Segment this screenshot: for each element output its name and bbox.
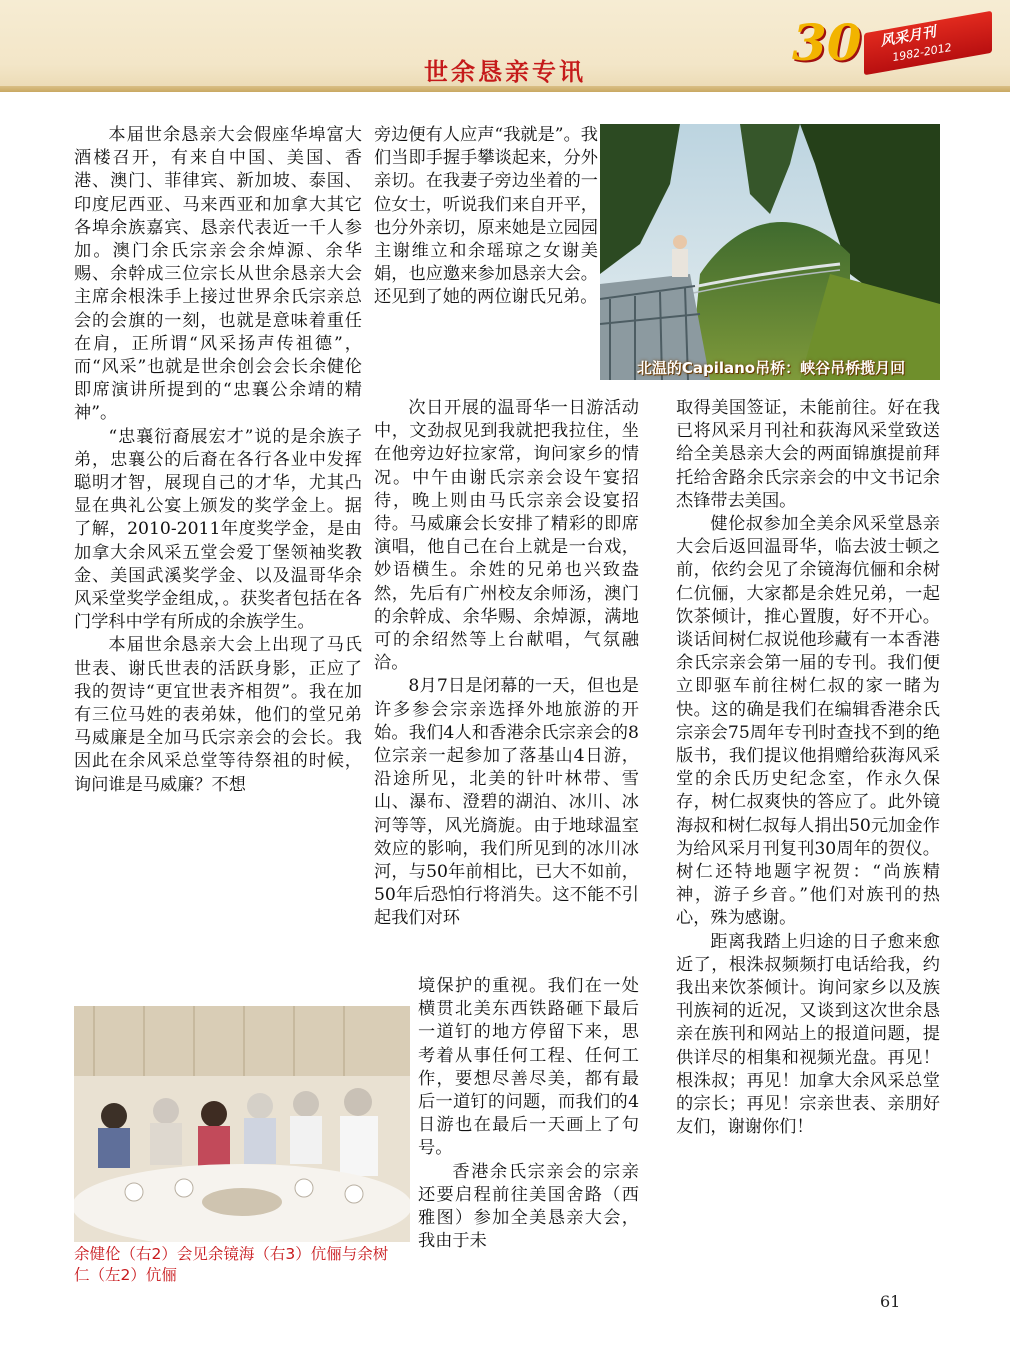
- page-header: [0, 0, 1010, 92]
- article-column-2-top: [374, 124, 598, 310]
- paragraph: 本届世余恳亲大会假座华埠富大酒楼召开，有来自中国、美国、香港、澳门、菲律宾、新加坡、泰国、印度尼西亚、马来西亚和加拿大其它各埠余族嘉宾、恳亲代表近一千人参加。澳门余氏宗亲会余焯源、余华赐、余幹成三位宗长从世余恳亲大会主席余根洙手上接过世界余氏宗亲总会的会旗的一刻，也就是意味着重任在肩，正所谓“风采扬声传祖德”，而“风采”也就是世余创会会长余健伦即席演讲所提到的“忠襄公余靖的精神”。: [74, 125, 362, 424]
- paragraph: “忠襄衍裔展宏才”说的是余族子弟，忠襄公的后裔在各行各业中发挥聪明才智，展现自己的才华，尤其凸显在典礼公宴上颁发的奖学金上。据了解，2010-2011年度奖学金，是由加拿大余风采五堂会爱丁堡领袖奖教金、美国武溪奖学金、以及温哥华余风采堂奖学金组成，。获奖者包括在各门学科中学有所成的余族学生。: [74, 426, 362, 633]
- page-number: 61: [880, 1292, 901, 1311]
- badge-number: 30: [792, 13, 862, 72]
- badge-magazine-name: 风采月刊: [879, 24, 938, 50]
- paragraph: 健伦叔参加全美余风采堂恳亲大会后返回温哥华，临去波士顿之前，依约会见了余镜海伉俪和余树仁伉俪，大家都是余姓兄弟，一起饮茶倾计，推心置腹，好不开心。谈话间树仁叔说他珍藏有一本香港余氏宗亲会第一届的专刊。我们便立即驱车前往树仁叔的家一睹为快。这的确是我们在编辑香港余氏宗亲会75周年专刊时查找不到的绝版书，我们提议他捐赠给荻海风采堂的余氏历史纪念室，作永久保存，树仁叔爽快的答应了。此外镜海叔和树仁叔每人捐出50元加金作为给风采月刊复刊30周年的贺仪。树仁还特地题字祝贺：“尚族精神，游子乡音。”他们对族刊的热心，殊为感谢。: [676, 514, 940, 929]
- paragraph: 境保护的重视。我们在一处横贯北美东西铁路砸下最后一道钉的地方停留下来，思考着从事任何工程、任何工作，要想尽善尽美，都有最后一道钉的问题，而我们的4日游也在最后一天画上了句号。: [418, 976, 639, 1159]
- paragraph: 8月7日是闭幕的一天，但也是许多参会宗亲选择外地旅游的开始。我们4人和香港余氏宗亲会的8位宗亲一起参加了落基山4日游，沿途所见，北美的针叶林带、雪山、瀑布、澄碧的湖泊、冰川、冰河等等，风光旖旎。由于地球温室效应的影响，我们所见到的冰川冰河，与50年前相比，已大不如前，50年后恐怕行将消失。这不能不引起我们对环: [374, 676, 639, 929]
- photo-illustration: [74, 1006, 410, 1242]
- anniversary-badge: [788, 14, 1000, 80]
- dinner-photo-caption: 余健伦（右2）会见余镜海（右3）伉俪与余树仁（左2）伉俪: [74, 1245, 389, 1284]
- capilano-bridge-photo: [600, 124, 940, 380]
- article-column-3: [676, 397, 940, 1140]
- bridge-photo-caption: 北温的Capilano吊桥：峡谷吊桥揽月回: [636, 359, 906, 377]
- paragraph: 取得美国签证，未能前往。好在我已将风采月刊社和荻海风采堂致送给全美恳亲大会的两面锦旗提前拜托给舍路余氏宗亲会的中文书记余杰锋带去美国。: [676, 398, 940, 511]
- paragraph: 次日开展的温哥华一日游活动中，文劲叔见到我就把我拉住，坐在他旁边好拉家常，询问家乡的情况。中午由谢氏宗亲会设午宴招待，晚上则由马氏宗亲会设宴招待。马威廉会长安排了精彩的即席演唱，他自己在台上就是一台戏，妙语横生。余姓的兄弟也兴致盎然，先后有广州校友余师汤，澳门的余幹成、余华赐、余焯源，满地可的余绍然等上台献唱，气氛融洽。: [374, 398, 639, 674]
- article-column-1: [74, 124, 362, 797]
- paragraph: 本届世余恳亲大会上出现了马氏世表、谢氏世表的活跃身影，正应了我的贺诗“更宜世表齐相贺”。我在加有三位马姓的表弟妹，他们的堂兄弟马威廉是全加马氏宗亲会的会长。我因此在余风采总堂等待祭祖的时候，询问谁是马威廉？不想: [74, 635, 362, 795]
- paragraph: 距离我踏上归途的日子愈来愈近了，根洙叔频频打电话给我，约我出来饮茶倾计。询问家乡以及族刊族祠的近况，又谈到这次世余恳亲在族刊和网站上的报道问题，提供详尽的相集和视频光盘。再见！根洙叔；再见！加拿大余风采总堂的宗长；再见！宗亲世表、亲朋好友们，谢谢你们！: [676, 931, 940, 1138]
- badge-years: 1982-2012: [891, 40, 953, 65]
- dinner-group-photo: [74, 1006, 410, 1242]
- article-column-2-middle: [374, 397, 639, 931]
- paragraph: 香港余氏宗亲会的宗亲还要启程前往美国舍路（西雅图）参加全美恳亲大会，我由于未: [418, 1161, 639, 1252]
- article-column-2-bottom: [418, 975, 639, 1253]
- photo-illustration: [600, 124, 940, 380]
- paragraph: 旁边便有人应声“我就是”。我们当即手握手攀谈起来，分外亲切。在我妻子旁边坐着的一位女士，听说我们来自开平，也分外亲切，原来她是立园园主谢维立和余瑶琼之女谢美娟，也应邀来参加恳亲大会。还见到了她的两位谢氏兄弟。: [374, 125, 598, 308]
- section-title: 世余恳亲专讯: [424, 58, 586, 86]
